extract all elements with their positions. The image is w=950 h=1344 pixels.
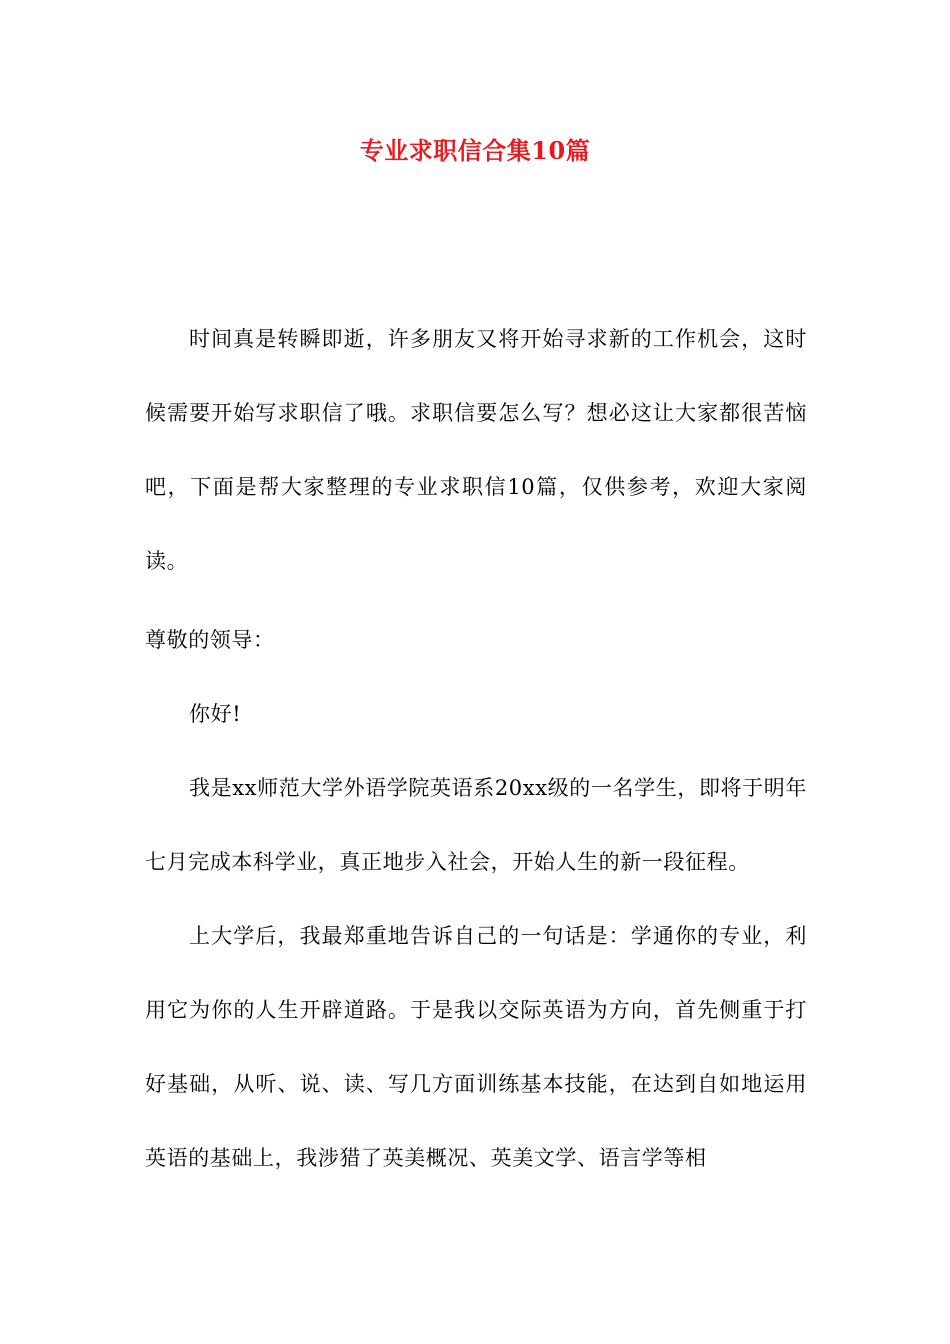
body-paragraph: 上大学后，我最郑重地告诉自己的一句话是：学通你的专业，利用它为你的人生开辟道路。于是我以交际英语为方向，首先侧重于打好基础，从听、说、读、写几方面训练基本技能，在达到自如地运用英语的基础上，我涉猎了英美概况、英美文学、语言学等相 <box>145 924 807 1170</box>
document-title: 专业求职信合集10篇 <box>359 136 591 165</box>
salutation: 尊敬的领导： <box>145 628 275 652</box>
intro-paragraph: 时间真是转瞬即逝，许多朋友又将开始寻求新的工作机会，这时候需要开始写求职信了哦。求职信要怎么写？想必这让大家都很苦恼吧，下面是帮大家整理的专业求职信10篇，仅供参考，欢迎大家阅读。 <box>145 327 807 573</box>
greeting: 你好! <box>189 702 242 726</box>
body-paragraph: 我是xx师范大学外语学院英语系20xx级的一名学生，即将于明年七月完成本科学业，真正地步入社会，开始人生的新一段征程。 <box>145 776 807 874</box>
